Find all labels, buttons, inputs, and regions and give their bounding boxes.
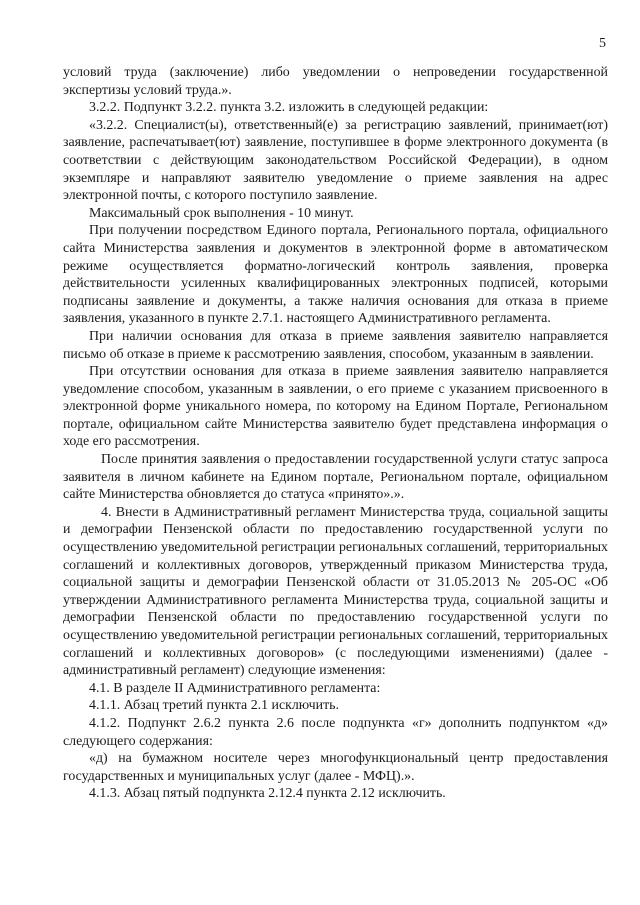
paragraph-item-4: 4. Внести в Административный регламент Министерства труда, социальной защиты и демографии Пензенской области по предоставлению государственной услуги по осуществлению уведомительной регистрации региональных соглашений, территориальных соглашений и коллективных договоров, утвержденный приказом Министерства труда, социальной защиты и демографии Пензенской области от 31.05.2013 № 205-ОС «Об утверждении Административного регламента Министерства труда, социальной защиты и демографии Пензенской области по предоставлению государственной услуги по осуществлению уведомительной регистрации региональных соглашений, территориальных соглашений и коллективных договоров» (с последующими изменениями) (далее - административный регламент) следующие изменения:	[63, 504, 608, 679]
paragraph-acceptance-notice: При отсутствии основания для отказа в приеме заявления заявителю направляется уведомление способом, указанным в заявлении, о его приеме с указанием присвоенного в электронной форме уникального номера, по которому на Едином Портале, Региональном портале, официальном сайте Министерства заявителю будет представлена информация о ходе его рассмотрения.	[63, 364, 608, 450]
paragraph-item-4-1-2: 4.1.2. Подпункт 2.6.2 пункта 2.6 после подпункта «г» дополнить подпунктом «д» следующего содержания:	[63, 715, 608, 749]
paragraph-item-4-1-3: 4.1.3. Абзац пятый подпункта 2.12.4 пункта 2.12 исключить.	[89, 786, 446, 802]
paragraph-refusal-letter: При наличии основания для отказа в приеме заявления заявителю направляется письмо об отказе в приеме к рассмотрению заявления, способом, указанным в заявлении.	[63, 328, 608, 362]
paragraph-3-2-2-heading: 3.2.2. Подпункт 3.2.2. пункта 3.2. изложить в следующей редакции:	[89, 100, 489, 116]
paragraph-item-4-1-1: 4.1.1. Абзац третий пункта 2.1 исключить.	[89, 698, 339, 714]
paragraph-item-4-1: 4.1. В разделе II Административного регламента:	[89, 680, 381, 696]
paragraph-electronic-control: При получении посредством Единого портала, Регионального портала, официального сайта Министерства заявления и документов в электронной форме в автоматическом режиме осуществляется форматно-логический контроль заявления, проверка действительности усиленных квалифицированных электронных подписей, которыми подписаны заявление и документы, а также наличия основания для отказа в приеме заявления, указанного в пункте 2.7.1. настоящего Административного регламента.	[63, 223, 608, 327]
paragraph-subitem-d: «д) на бумажном носителе через многофункциональный центр предоставления государственных и муниципальных услуг (далее - МФЦ).».	[63, 751, 608, 784]
paragraph-3-2-2-text: «3.2.2. Специалист(ы), ответственный(е) за регистрацию заявлений, принимает(ют) заявление, распечатывает(ют) заявление, поступившее в форме электронного документа (в соответствии с действующим законодательством Российской Федерации), в одном экземпляре и направляют заявителю уведомление о приеме заявления на адрес электронной почты, с которого поступило заявление.	[63, 117, 608, 204]
paragraph-max-time: Максимальный срок выполнения - 10 минут.	[89, 205, 354, 221]
document-body	[63, 64, 608, 803]
page-number: 5	[599, 36, 606, 51]
paragraph-continuation: условий труда (заключение) либо уведомлении о непроведении государственной экспертизы условий труда.».	[63, 65, 608, 98]
paragraph-status-update: После принятия заявления о предоставлении государственной услуги статус запроса заявителя в личном кабинете на Едином портале, Региональном портале, официальном сайте Министерства обновляется до статуса «принято».».	[63, 452, 608, 503]
